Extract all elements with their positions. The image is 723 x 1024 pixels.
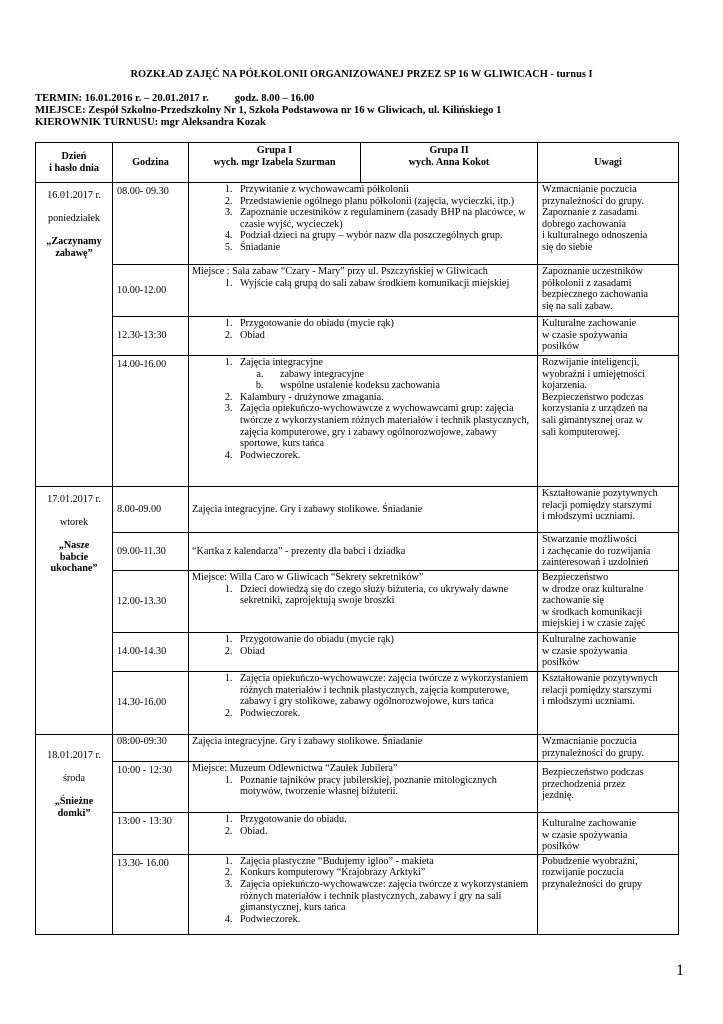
header-notes: Uwagi [538,143,679,183]
activity-text: “Kartka z kalendarza” - prezenty dla babci i dziadka [192,545,406,557]
activity-item: 1. Przywitanie z wychowawcami półkolonii [235,184,534,196]
table-row [36,533,679,571]
activity-item: 1. Poznanie tajników pracy jubilerskiej, poznanie mitologicznych motywów, tworzenie własnej biżuterii. [235,775,534,798]
header-day: Dzień i hasło dnia [36,143,113,183]
activity-cell [189,672,538,735]
place-line: MIEJSCE: Zespół Szkolno-Przedszkolny Nr 1, Szkoła Podstawowa nr 16 w Gliwicach, ul. Kilińskiego 1 [35,104,502,116]
table-row [36,317,679,356]
table-row [36,672,679,735]
activity-cell [189,633,538,672]
day-motto: „Śnieżne domki” [54,796,94,819]
activity-item: 1. Przygotowanie do obiadu (mycie rąk) [235,634,534,646]
time-cell: 8.00-09.00 [113,487,189,533]
activity-item: 2. Obiad. [235,826,534,838]
notes-cell: Stwarzanie możliwości i zachęcanie do rozwijania zainteresowań i uzdolnień [538,533,679,571]
activity-item: 1. Zajęcia opiekuńczo-wychowawcze: zajęcia twórcze z wykorzystaniem różnych materiałów i technik plastycznych, zajęcia komputerowe, zabawy i gry stolikowe, zabawy ogólnorozwojowe, kurs tańca [235,673,534,708]
activity-cell [189,571,538,633]
notes-cell: Kształtowanie pozytywnych relacji pomiędzy starszymi i młodszymi uczniami. [538,672,679,735]
activity-item: 2. Podwieczorek. [235,708,534,720]
activity-item: 5. Śniadanie [235,242,534,254]
day-weekday: wtorek [59,516,89,528]
time-cell: 08:00-09:30 [113,735,189,762]
day-weekday: poniedziałek [47,212,101,224]
activity-place: Miejsce : Sala zabaw “Czary - Mary” przy ul. Pszczyńskiej w Gliwicach [192,266,488,277]
activity-text: Zajęcia integracyjne. Gry i zabawy stolikowe. Śniadanie [192,503,423,515]
day-motto: „Nasze babcie ukochane” [50,540,98,575]
term-hours: godz. 8.00 – 16.00 [234,93,315,104]
table-header-row [36,143,679,183]
activity-item: 1. Zajęcia integracyjne a. zabawy integracyjne b. wspólne ustalenie kodeksu zachowania [235,357,534,392]
table-row [36,356,679,487]
activity-item: 1. Przygotowanie do obiadu (mycie rąk) [235,318,534,330]
activity-item: 3. Zajęcia opiekuńczo-wychowawcze: zajęcia twórcze z wykorzystaniem różnych materiałów i technik plastycznych, zabawy i gry na sali gimanstycznej, kurs tańca [235,879,534,914]
activity-cell [189,356,538,487]
notes-cell: Rozwijanie inteligencji, wyobraźni i umiejętności kojarzenia. Bezpieczeństwo podczas korzystania z urządzeń na sali gimantysznej oraz w sali komputerowej. [538,356,679,487]
activity-item: 2. Przedstawienie ogólnego planu półkolonii (zajęcia, wycieczki, itp.) [235,196,534,208]
term-dates: TERMIN: 16.01.2016 r. – 20.01.2017 r. [35,93,209,104]
activity-item: 2. Obiad [235,330,534,342]
time-cell: 13.30- 16.00 [113,854,189,934]
activity-item: 3. Zapoznanie uczestników z regulaminem (zasady BHP na placówce, w czasie wyjść, wycieczek) [235,207,534,230]
activity-item: 4. Podwieczorek. [235,450,534,462]
activity-item: 4. Podział dzieci na grupy – wybór nazw dla poszczególnych grup. [235,230,534,242]
header-group2: Grupa II wych. Anna Kokot [361,143,538,183]
time-cell: 13:00 - 13:30 [113,813,189,855]
day-cell [36,735,113,935]
activity-cell [189,735,538,762]
activity-cell [189,854,538,934]
time-cell: 14.30-16.00 [113,672,189,735]
activity-subitem: b. wspólne ustalenie kodeksu zachowania [266,380,534,392]
table-row [36,813,679,855]
activity-cell [189,265,538,317]
notes-cell: Wzmacnianie poczucia przynależności do grupy. [538,735,679,762]
day-date: 18.01.2017 r. [47,750,101,761]
day-cell [36,487,113,735]
table-row [36,265,679,317]
notes-cell: Bezpieczeństwo w drodze oraz kulturalne zachowanie się w środkach komunikacji miejskiej i w czasie zajęć [538,571,679,633]
notes-cell: Zapoznanie uczestników półkolonii z zasadami bezpiecznego zachowania się na sali zabaw. [538,265,679,317]
time-cell: 10.00-12.00 [113,265,189,317]
table-row [36,762,679,813]
notes-cell: Kulturalne zachowanie w czasie spożywania posiłków [538,317,679,356]
activity-cell [189,762,538,813]
document-title: ROZKŁAD ZAJĘĆ NA PÓŁKOLONII ORGANIZOWANEJ PRZEZ SP 16 W GLIWICACH - turnus I [130,69,593,80]
day-cell [36,183,113,487]
activity-cell [189,487,538,533]
header-group1: Grupa I wych. mgr Izabela Szurman [189,143,361,183]
notes-cell: Kulturalne zachowanie w czasie spożywania posiłków [538,633,679,672]
activity-subitem: a. zabawy integracyjne [266,369,534,381]
activity-item: 2. Obiad [235,646,534,658]
activity-cell [189,317,538,356]
time-cell: 10:00 - 12:30 [113,762,189,813]
document-header [35,93,501,128]
leader-line: KIEROWNIK TURNUSU: mgr Aleksandra Kozak [35,116,266,128]
term-line [35,93,501,105]
notes-cell: Pobudzenie wyobraźni, rozwijanie poczucia przynależności do grupy [538,854,679,934]
activity-place: Miejsce: Willa Caro w Gliwicach “Sekrety sekretników” [192,572,424,583]
day-motto: „Zaczynamy zabawę” [46,236,102,259]
time-cell: 12.00-13.30 [113,571,189,633]
activity-item: 1. Przygotowanie do obiadu. [235,814,534,826]
day-weekday: środa [62,772,86,784]
activity-place: Miejsce: Muzeum Odlewnictwa “Zaułek Jubilera” [192,763,398,774]
day-date: 16.01.2017 r. [47,190,101,201]
table-row [36,487,679,533]
time-cell: 14.00-16.00 [113,356,189,487]
notes-cell: Bezpieczeństwo podczas przechodzenia przez jezdnię. [538,762,679,813]
schedule-table [35,142,679,935]
notes-cell: Wzmacnianie poczucia przynależności do grupy. Zapoznanie z zasadami dobrego zachowania i kulturalnego odnoszenia się do siebie [538,183,679,265]
activity-item: 2. Konkurs komputerowy “Krajobrazy Arktyki” [235,867,534,879]
activity-cell [189,813,538,855]
notes-cell: Kulturalne zachowanie w czasie spożywania posiłków [538,813,679,855]
table-row [36,735,679,762]
table-row [36,183,679,265]
notes-cell: Kształtowanie pozytywnych relacji pomiędzy starszymi i młodszymi uczniami. [538,487,679,533]
activity-item: 1. Dzieci dowiedzą się do czego służy biżuteria, co ukrywały dawne sekretniki, zaprojektują swoje broszki [235,584,534,607]
time-cell: 14.00-14.30 [113,633,189,672]
header-hour: Godzina [113,143,189,183]
time-cell: 12.30-13:30 [113,317,189,356]
day-date: 17.01.2017 r. [47,494,101,505]
activity-item: 1. Zajęcia plastyczne “Budujemy igloo” - makieta [235,856,534,868]
page-number: 1 [676,962,684,979]
table-row [36,633,679,672]
activity-cell [189,533,538,571]
time-cell: 09.00-11.30 [113,533,189,571]
activity-item: 1. Wyjście całą grupą do sali zabaw środkiem komunikacji miejskiej [235,278,534,290]
activity-item: 2. Kalambury - drużynowe zmagania. [235,392,534,404]
activity-cell [189,183,538,265]
activity-text: Zajęcia integracyjne. Gry i zabawy stolikowe. Śniadanie [192,736,423,747]
table-row [36,854,679,934]
table-row [36,571,679,633]
time-cell: 08.00- 09.30 [113,183,189,265]
activity-item: 3. Zajęcia opiekuńczo-wychowawcze z wychowawcami grup: zajęcia twórcze z wykorzystaniem różnych materiałów i technik plastycznych, zajęcia komputerowe, gry i zabawy ogólnorozwojowe, zabawy sportowe, kurs tańca [235,403,534,449]
activity-item: 4. Podwieczorek. [235,914,534,926]
